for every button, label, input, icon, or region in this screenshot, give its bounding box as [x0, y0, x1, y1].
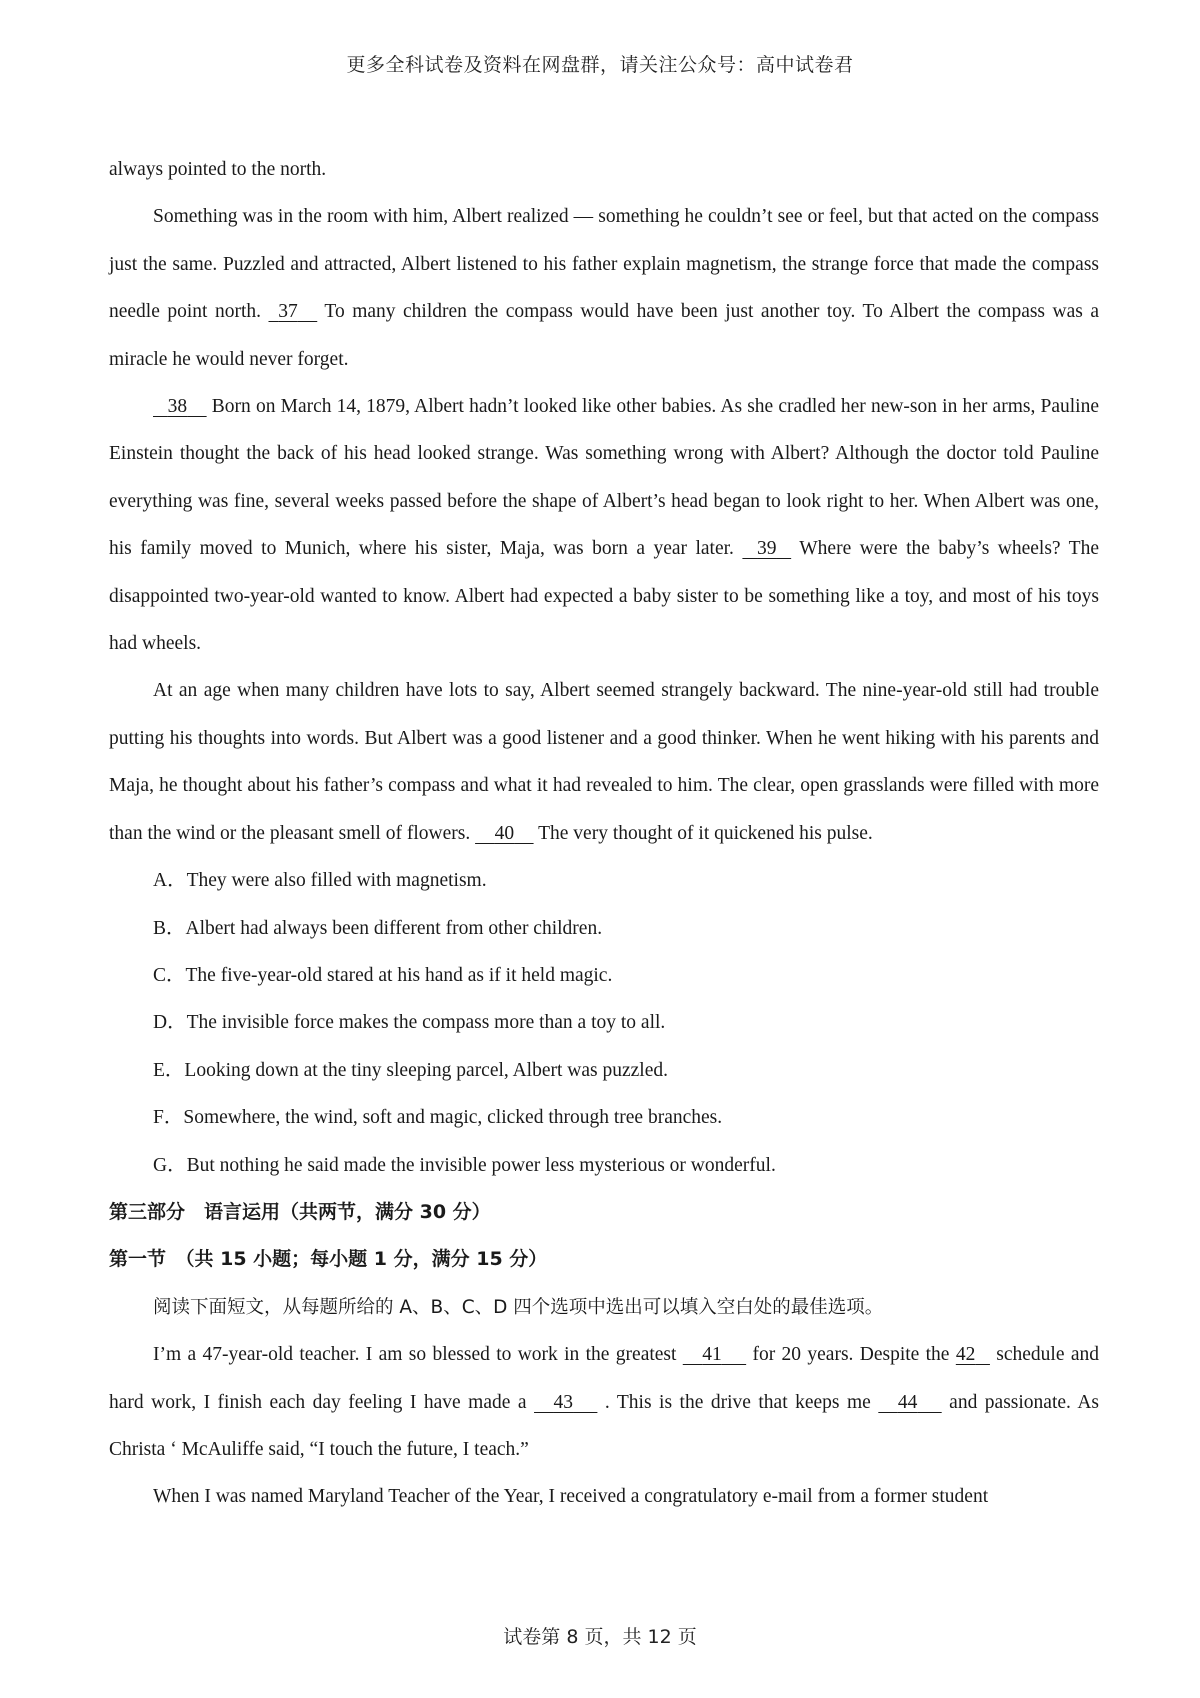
paragraph-5-text-e: and passionate. As Christa ‘ McAuliffe said, “I touch the future, I teach.”: [109, 1391, 1099, 1460]
page-header: 更多全科试卷及资料在网盘群，请关注公众号：高中试卷君: [346, 54, 854, 76]
option-b: B．Albert had always been different from other children.: [153, 917, 603, 939]
blank-41-number: 41: [702, 1344, 722, 1366]
paragraph-4-text-a: At an age when many children have lots to say, Albert seemed strangely backward. The nine-year-old still had trouble putting his thoughts into words. But Albert was a good listener and a good thinker. When he went hiking with his parents and Maja, he thought about his father’s compass and what it had revealed to him. The clear, open grasslands were filled with more than the wind or the pleasant smell of flowers.: [109, 680, 1099, 844]
paragraph-5-text-d: . This is the drive that keeps me: [597, 1391, 879, 1413]
blank-38-number: 38: [167, 396, 188, 418]
option-e: E．Looking down at the tiny sleeping parcel, Albert was puzzled.: [153, 1059, 668, 1081]
paragraph-2-text-a: Something was in the room with him, Albert realized — something he couldn’t see or feel, but that acted on the compass just the same. Puzzled and attracted, Albert listened to his father explain magnetism, the strange force that made the compass needle point north.: [109, 206, 1099, 323]
paragraph-1: always pointed to the north.: [109, 159, 327, 180]
paragraph-5-text-c: schedule and hard work, I finish each day feeling I have made a: [109, 1344, 1099, 1413]
option-g: G．But nothing he said made the invisible power less mysterious or wonderful.: [153, 1154, 776, 1176]
blank-40: [475, 810, 534, 857]
paragraph-3: [109, 383, 1099, 667]
section-3-title: 第三部分 语言运用（共两节，满分 30 分）: [109, 1200, 491, 1223]
paragraph-2: [109, 193, 1099, 383]
blank-42-number: 42: [955, 1344, 976, 1366]
blank-39: [742, 525, 791, 572]
blank-44-number: 44: [897, 1391, 918, 1413]
blank-38: [153, 383, 207, 430]
paragraph-5-text-a: I’m a 47-year-old teacher. I am so blessed to work in the greatest: [153, 1344, 683, 1366]
section-3-part-1-title: 第一节 （共 15 小题；每小题 1 分，满分 15 分）: [109, 1248, 548, 1271]
paragraph-4: [109, 667, 1099, 857]
paragraph-2-text-b: To many children the compass would have been just another toy. To Albert the compass was a miracle he would never forget.: [109, 301, 1099, 370]
blank-37-number: 37: [278, 301, 298, 323]
blank-41: [683, 1331, 746, 1378]
option-a: A．They were also filled with magnetism.: [153, 870, 487, 892]
option-f: F．Somewhere, the wind, soft and magic, clicked through tree branches.: [153, 1107, 723, 1129]
paragraph-3-text-b: Where were the baby’s wheels? The disappointed two-year-old wanted to know. Albert had expected a baby sister to be something like a toy, and most of his toys had wheels.: [109, 538, 1100, 655]
blank-43-number: 43: [553, 1391, 574, 1413]
blank-43: [534, 1379, 597, 1426]
blank-42: [956, 1331, 990, 1378]
blank-44: [878, 1379, 941, 1426]
paragraph-3-text-a: Born on March 14, 1879, Albert hadn’t looked like other babies. As she cradled her new-son in her arms, Pauline Einstein thought the back of his head looked strange. Was something wrong with Albert? Although the doctor told Pauline everything was fine, several weeks passed before the shape of Albert’s head began to look right to her. When Albert was one, his family moved to Munich, where his sister, Maja, was born a year later.: [109, 396, 1099, 560]
blank-37: [269, 288, 318, 335]
paragraph-4-text-b: The very thought of it quickened his pulse.: [533, 822, 873, 844]
paragraph-5-text-b: for 20 years. Despite the: [746, 1344, 956, 1366]
option-c: C．The five-year-old stared at his hand as if it held magic.: [153, 964, 613, 986]
blank-40-number: 40: [494, 822, 515, 844]
blank-39-number: 39: [757, 538, 777, 560]
page-content: [109, 146, 1099, 1521]
option-d: D．The invisible force makes the compass more than a toy to all.: [153, 1012, 666, 1034]
paragraph-6: When I was named Maryland Teacher of the Year, I received a congratulatory e-mail from a former student: [153, 1486, 989, 1508]
page-footer: 试卷第 8 页，共 12 页: [503, 1626, 697, 1648]
instruction: 阅读下面短文，从每题所给的 A、B、C、D 四个选项中选出可以填入空白处的最佳选项。: [153, 1296, 884, 1318]
paragraph-5: [109, 1331, 1099, 1473]
